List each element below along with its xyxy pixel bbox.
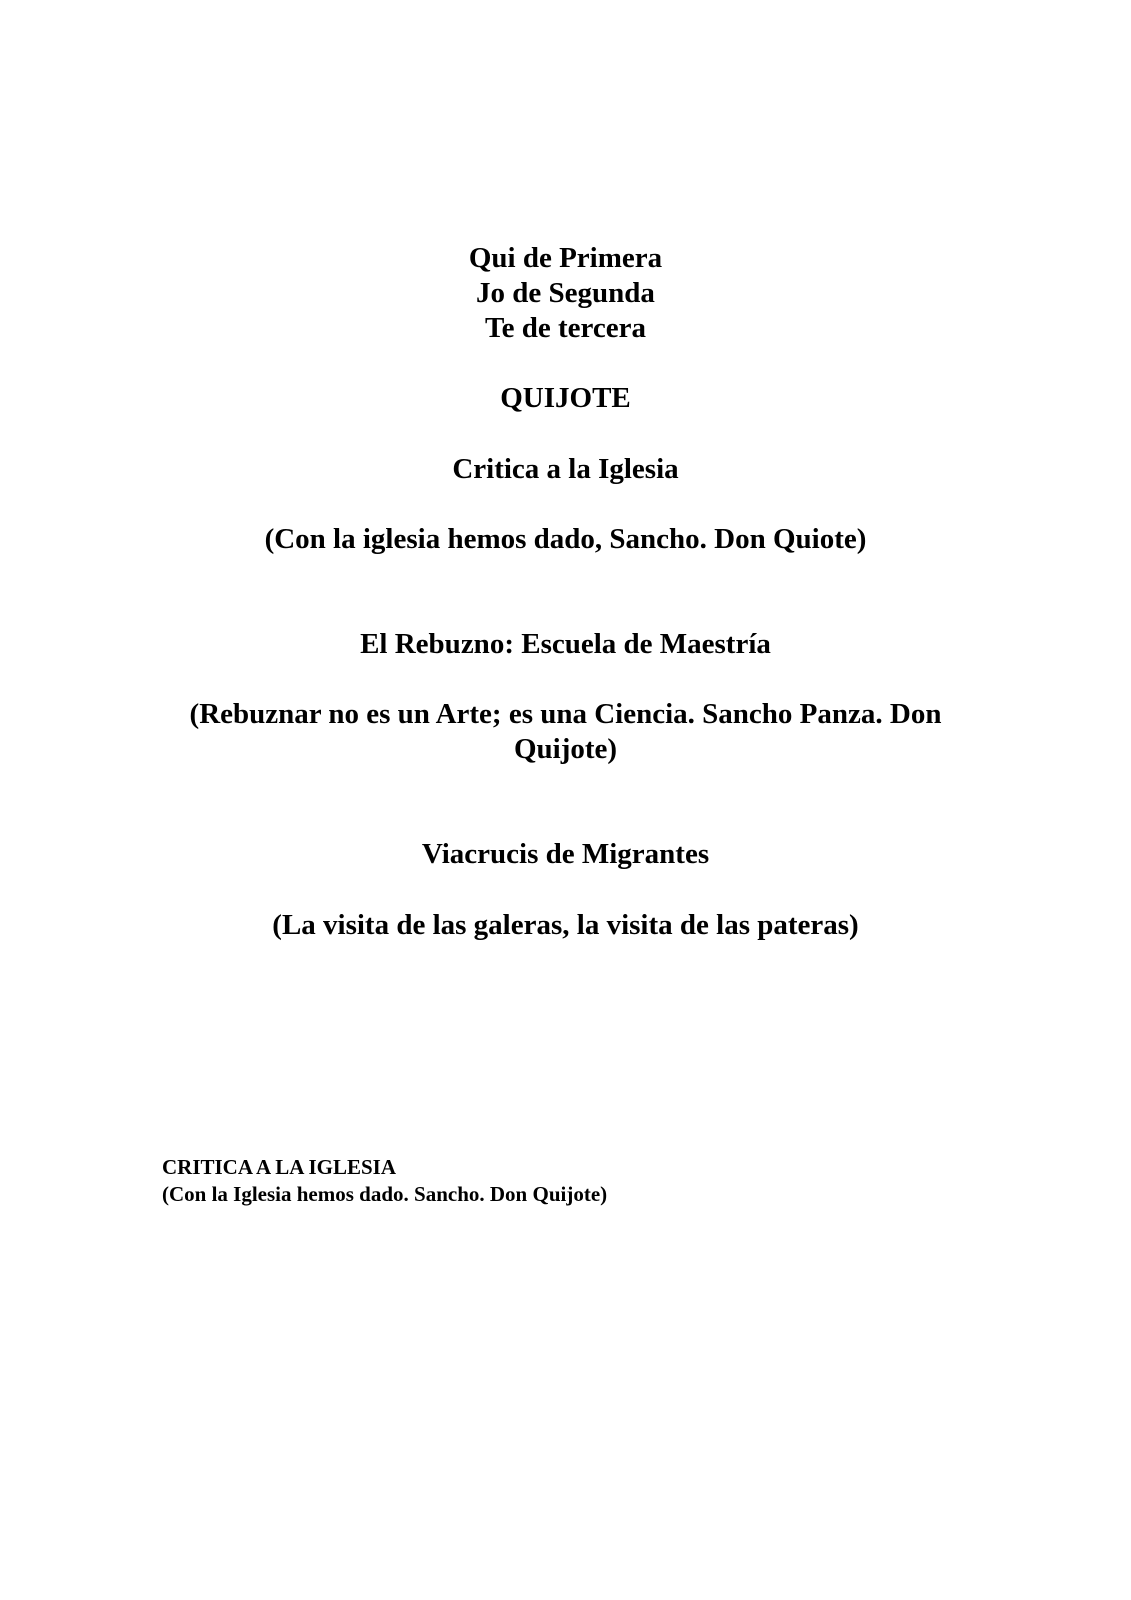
- chapter-subheading: (Con la Iglesia hemos dado. Sancho. Don Quijote): [162, 1182, 608, 1206]
- section-heading-rebuzno: El Rebuzno: Escuela de Maestría: [360, 628, 771, 660]
- title-line-3: Te de tercera: [484, 312, 647, 344]
- section-quote-iglesia: (Con la iglesia hemos dado, Sancho. Don Quiote): [264, 523, 867, 555]
- section-quote-viacrucis: (La visita de las galeras, la visita de las pateras): [272, 909, 859, 941]
- section-quote-rebuzno-line-2: Quijote): [513, 733, 618, 765]
- title-line-2: Jo de Segunda: [476, 277, 655, 309]
- section-quote-rebuzno-line-1: (Rebuznar no es un Arte; es una Ciencia. Sancho Panza. Don: [189, 698, 942, 730]
- section-heading-iglesia: Critica a la Iglesia: [452, 453, 679, 485]
- section-heading-viacrucis: Viacrucis de Migrantes: [421, 838, 710, 870]
- title-line-1: Qui de Primera: [468, 242, 663, 274]
- main-title: QUIJOTE: [500, 382, 631, 414]
- chapter-heading: CRITICA A LA IGLESIA: [162, 1155, 397, 1179]
